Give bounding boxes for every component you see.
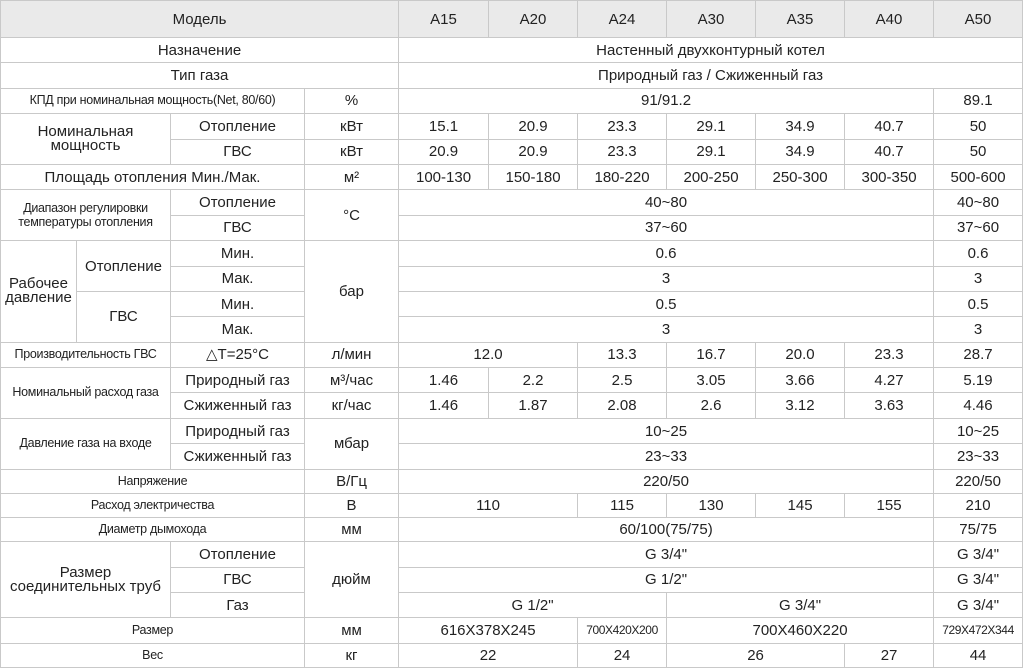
weight-label: Вес — [1, 643, 305, 667]
cell: 40.7 — [845, 139, 934, 164]
cell: 60/100(75/75) — [399, 518, 934, 542]
cell: 3.63 — [845, 393, 934, 418]
pipes-dhw-label: ГВС — [171, 567, 305, 592]
flue-row — [1, 518, 1023, 542]
pressure-heating-min-row — [1, 241, 1023, 266]
cell: 200-250 — [667, 164, 756, 189]
cell: 22 — [399, 643, 578, 667]
weight-unit: кг — [305, 643, 399, 667]
pipes-heating-row — [1, 542, 1023, 567]
cell: 180-220 — [578, 164, 667, 189]
gas-pressure-natural-row — [1, 418, 1023, 443]
power-consumption-row — [1, 493, 1023, 517]
cell: 3 — [399, 317, 934, 342]
power-consumption-unit: В — [305, 493, 399, 517]
model-a20: A20 — [489, 1, 578, 38]
dhw-capacity-row — [1, 342, 1023, 367]
cell: 10~25 — [399, 418, 934, 443]
model-a24: A24 — [578, 1, 667, 38]
pressure-max-label: Мак. — [171, 317, 305, 342]
gas-pressure-label: Давление газа на входе — [1, 418, 171, 469]
cell: 0.5 — [399, 291, 934, 316]
flue-label: Диаметр дымохода — [1, 518, 305, 542]
cell: 3.66 — [756, 368, 845, 393]
cell: 23.3 — [845, 342, 934, 367]
cell: 34.9 — [756, 139, 845, 164]
gas-pressure-unit: мбар — [305, 418, 399, 469]
pressure-dhw-min-row — [1, 291, 1023, 316]
cell: 155 — [845, 493, 934, 517]
cell: 3 — [934, 317, 1023, 342]
cell: 40~80 — [934, 190, 1023, 215]
area-unit: м² — [305, 164, 399, 189]
power-dhw-unit: кВт — [305, 139, 399, 164]
cell: 50 — [934, 114, 1023, 139]
cell: 20.9 — [489, 139, 578, 164]
model-a30: A30 — [667, 1, 756, 38]
model-a50: A50 — [934, 1, 1023, 38]
cell: 0.6 — [934, 241, 1023, 266]
dimensions-label: Размер — [1, 618, 305, 643]
pipes-label: Размер соединительных труб — [1, 542, 171, 618]
power-dhw-label: ГВС — [171, 139, 305, 164]
voltage-row — [1, 469, 1023, 493]
cell: 729X472X344 — [934, 618, 1023, 643]
cell: 3 — [399, 266, 934, 291]
cell: 3.05 — [667, 368, 756, 393]
cell: 145 — [756, 493, 845, 517]
cell: 110 — [399, 493, 578, 517]
model-a35: A35 — [756, 1, 845, 38]
pressure-min-label: Мин. — [171, 291, 305, 316]
gas-flow-natural-row — [1, 368, 1023, 393]
temp-dhw-label: ГВС — [171, 215, 305, 240]
cell: 23.3 — [578, 114, 667, 139]
cell: 37~60 — [934, 215, 1023, 240]
cell: 3.12 — [756, 393, 845, 418]
power-label: Номинальная мощность — [1, 114, 171, 165]
gas-type-label: Тип газа — [1, 63, 399, 88]
cell: 16.7 — [667, 342, 756, 367]
pipes-unit: дюйм — [305, 542, 399, 618]
dhw-capacity-unit: л/мин — [305, 342, 399, 367]
temp-range-label: Диапазон регулировки температуры отопления — [1, 190, 171, 241]
cell: 28.7 — [934, 342, 1023, 367]
cell: 40.7 — [845, 114, 934, 139]
cell: 15.1 — [399, 114, 489, 139]
gas-type-value: Природный газ / Сжиженный газ — [399, 63, 1023, 88]
pipes-gas-label: Газ — [171, 592, 305, 617]
cell: 2.5 — [578, 368, 667, 393]
header-row — [1, 1, 1023, 38]
model-a40: A40 — [845, 1, 934, 38]
cell: 4.27 — [845, 368, 934, 393]
cell: 13.3 — [578, 342, 667, 367]
voltage-unit: В/Гц — [305, 469, 399, 493]
cell: G 3/4" — [399, 542, 934, 567]
cell: G 1/2" — [399, 592, 667, 617]
gas-flow-lpg-label: Сжиженный газ — [171, 393, 305, 418]
cell: 12.0 — [399, 342, 578, 367]
cell: 40~80 — [399, 190, 934, 215]
cell: 44 — [934, 643, 1023, 667]
area-label: Площадь отопления Мин./Мак. — [1, 164, 305, 189]
cell: 0.5 — [934, 291, 1023, 316]
cell: 210 — [934, 493, 1023, 517]
pipes-heating-label: Отопление — [171, 542, 305, 567]
area-row — [1, 164, 1023, 189]
cell: G 3/4" — [934, 592, 1023, 617]
cell: 10~25 — [934, 418, 1023, 443]
purpose-label: Назначение — [1, 38, 399, 63]
cell: 2.6 — [667, 393, 756, 418]
pressure-label: Рабочее давление — [1, 241, 77, 343]
cell: 100-130 — [399, 164, 489, 189]
cell: G 1/2" — [399, 567, 934, 592]
cell: 500-600 — [934, 164, 1023, 189]
cell: G 3/4" — [934, 542, 1023, 567]
cell: 20.9 — [399, 139, 489, 164]
cell: 4.46 — [934, 393, 1023, 418]
pressure-dhw-label: ГВС — [77, 291, 171, 342]
cell: 300-350 — [845, 164, 934, 189]
dimensions-unit: мм — [305, 618, 399, 643]
efficiency-unit: % — [305, 88, 399, 113]
dhw-capacity-condition: △T=25°C — [171, 342, 305, 367]
gas-type-row — [1, 63, 1023, 88]
cell: 1.46 — [399, 368, 489, 393]
cell: 20.0 — [756, 342, 845, 367]
efficiency-label: КПД при номинальная мощность(Net, 80/60) — [1, 88, 305, 113]
cell: 2.2 — [489, 368, 578, 393]
temp-heating-label: Отопление — [171, 190, 305, 215]
cell: 23.3 — [578, 139, 667, 164]
gas-flow-lpg-unit: кг/час — [305, 393, 399, 418]
purpose-value: Настенный двухконтурный котел — [399, 38, 1023, 63]
cell: 250-300 — [756, 164, 845, 189]
efficiency-value-a50: 89.1 — [934, 88, 1023, 113]
cell: 29.1 — [667, 114, 756, 139]
power-heating-unit: кВт — [305, 114, 399, 139]
cell: 700X420X200 — [578, 618, 667, 643]
purpose-row — [1, 38, 1023, 63]
pressure-min-label: Мин. — [171, 241, 305, 266]
gas-flow-natural-unit: м³/час — [305, 368, 399, 393]
power-heating-row — [1, 114, 1023, 139]
gas-flow-label: Номинальный расход газа — [1, 368, 171, 419]
power-heating-label: Отопление — [171, 114, 305, 139]
cell: 27 — [845, 643, 934, 667]
pressure-heating-label: Отопление — [77, 241, 171, 292]
cell: 700X460X220 — [667, 618, 934, 643]
cell: 5.19 — [934, 368, 1023, 393]
cell: 50 — [934, 139, 1023, 164]
dhw-capacity-label: Производительность ГВС — [1, 342, 171, 367]
temp-unit: °C — [305, 190, 399, 241]
cell: 130 — [667, 493, 756, 517]
cell: 23~33 — [934, 444, 1023, 469]
cell: 616X378X245 — [399, 618, 578, 643]
cell: 220/50 — [399, 469, 934, 493]
pressure-unit: бар — [305, 241, 399, 343]
cell: 75/75 — [934, 518, 1023, 542]
cell: 220/50 — [934, 469, 1023, 493]
cell: 1.87 — [489, 393, 578, 418]
voltage-label: Напряжение — [1, 469, 305, 493]
cell: 29.1 — [667, 139, 756, 164]
cell: 150-180 — [489, 164, 578, 189]
cell: 37~60 — [399, 215, 934, 240]
dimensions-row — [1, 618, 1023, 643]
gas-pressure-lpg-label: Сжиженный газ — [171, 444, 305, 469]
flue-unit: мм — [305, 518, 399, 542]
model-a15: A15 — [399, 1, 489, 38]
efficiency-value: 91/91.2 — [399, 88, 934, 113]
cell: 1.46 — [399, 393, 489, 418]
cell: 34.9 — [756, 114, 845, 139]
cell: 24 — [578, 643, 667, 667]
cell: 115 — [578, 493, 667, 517]
model-label: Модель — [1, 1, 399, 38]
cell: 23~33 — [399, 444, 934, 469]
cell: 20.9 — [489, 114, 578, 139]
gas-pressure-natural-label: Природный газ — [171, 418, 305, 443]
pressure-max-label: Мак. — [171, 266, 305, 291]
cell: 2.08 — [578, 393, 667, 418]
efficiency-row — [1, 88, 1023, 113]
cell: 3 — [934, 266, 1023, 291]
temp-heating-row — [1, 190, 1023, 215]
weight-row — [1, 643, 1023, 667]
cell: 0.6 — [399, 241, 934, 266]
gas-flow-natural-label: Природный газ — [171, 368, 305, 393]
power-consumption-label: Расход электричества — [1, 493, 305, 517]
cell: 26 — [667, 643, 845, 667]
cell: G 3/4" — [667, 592, 934, 617]
cell: G 3/4" — [934, 567, 1023, 592]
